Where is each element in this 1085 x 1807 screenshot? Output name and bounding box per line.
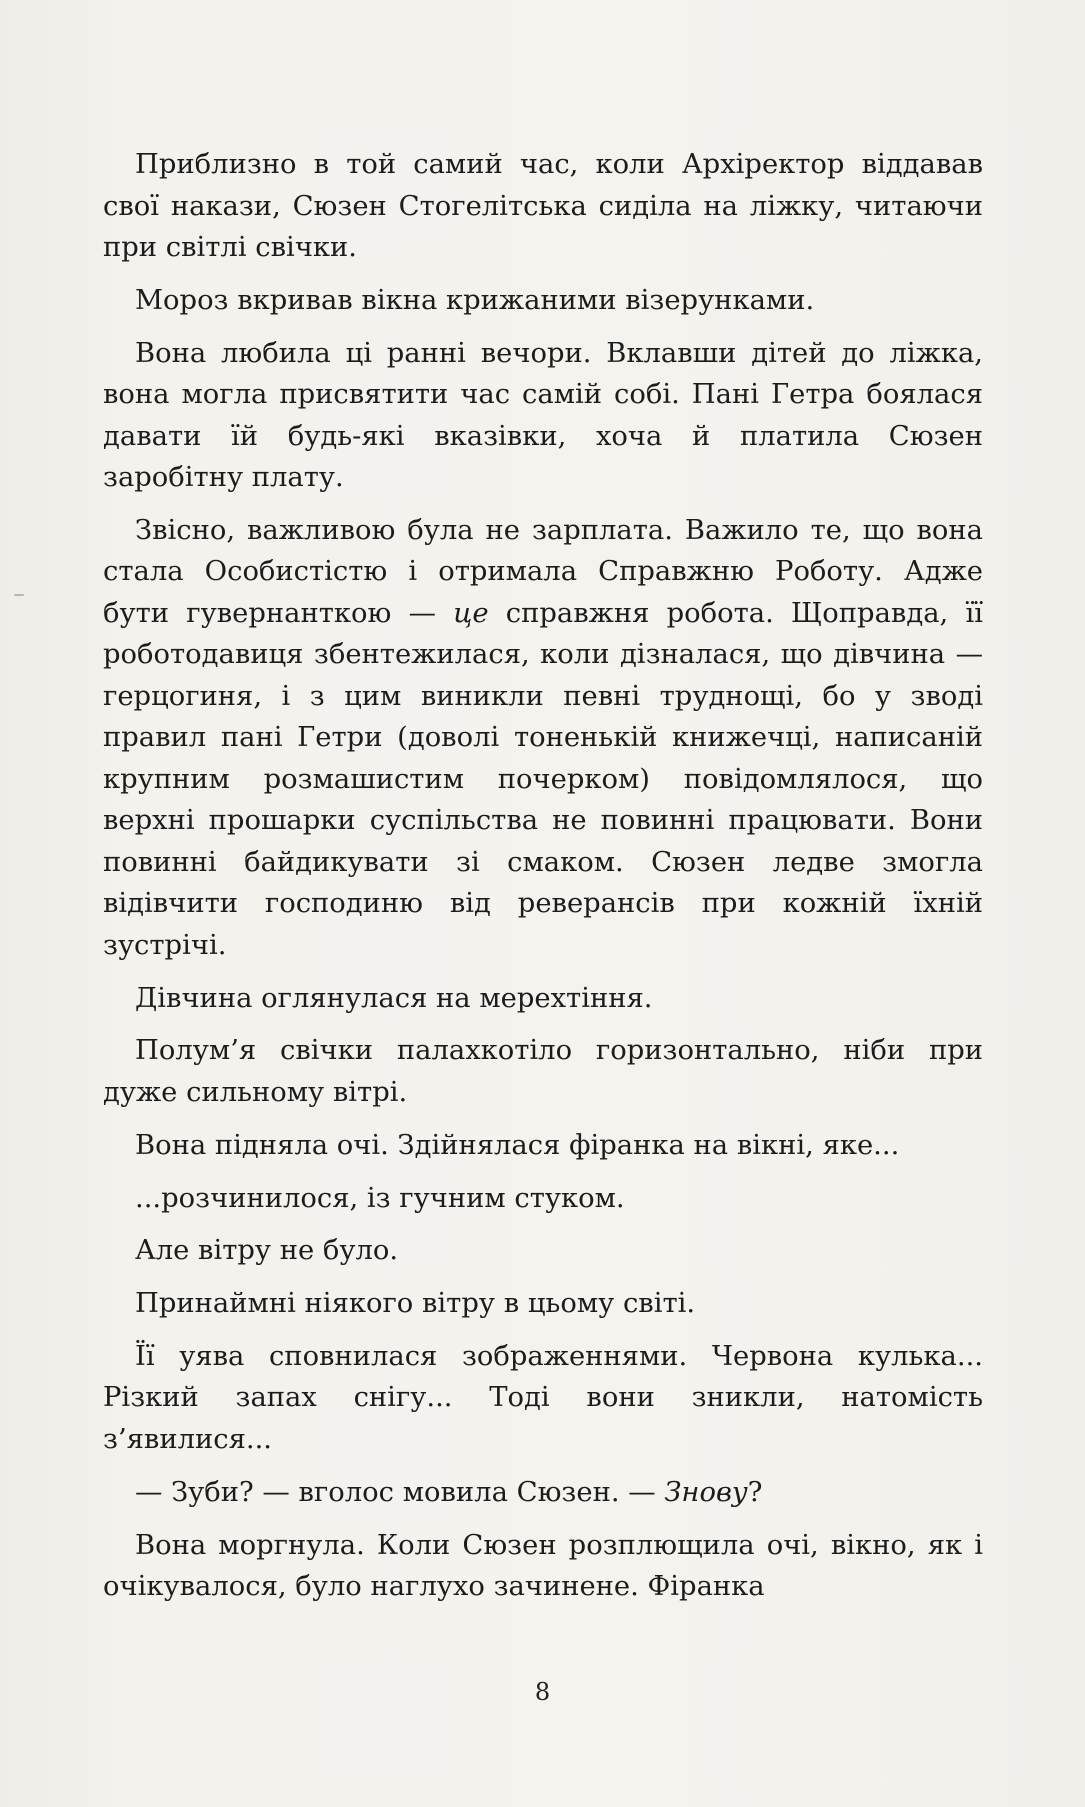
paragraph-12 bbox=[103, 1472, 983, 1514]
paragraph-2: Мороз вкривав вікна крижаними візерунками. bbox=[135, 284, 815, 316]
paragraph-12-emphasis: Знову bbox=[664, 1476, 748, 1508]
paragraph-9: Але вітру не було. bbox=[135, 1235, 399, 1267]
paragraph-4 bbox=[103, 510, 983, 967]
paragraph-4-before: Звісно, важливою була не зарплата. Важило те, що вона стала Особистістю і отримала Справжню Роботу. Адже бути гувернанткою — bbox=[103, 514, 983, 629]
paragraph-13: Вона моргнула. Коли Сюзен розплющила очі, вікно, як і очікувалося, було наглухо зачинене. Фіранка bbox=[103, 1529, 983, 1603]
paragraph-8: ...розчинилося, із гучним стуком. bbox=[135, 1182, 625, 1214]
paragraph-7: Вона підняла очі. Здійнялася фіранка на вікні, яке... bbox=[135, 1129, 900, 1161]
paragraph-12-before: — Зуби? — вголос мовила Сюзен. — bbox=[135, 1476, 665, 1508]
paragraph-3: Вона любила ці ранні вечори. Вклавши дітей до ліжка, вона могла присвятити час самій собі. Пані Гетра боялася давати їй будь-які вказівки, хоча й платила Сюзен заробітну плату. bbox=[103, 337, 983, 494]
paragraph-10: Принаймні ніякого вітру в цьому світі. bbox=[135, 1288, 696, 1320]
paragraph-11: Її уява сповнилася зображеннями. Червона кулька... Різкий запах снігу... Тоді вони зникли, натомість з’явилися... bbox=[103, 1340, 983, 1455]
page-number: 8 bbox=[534, 1678, 551, 1706]
paragraph-4-after: справжня робота. Щоправда, її роботодавиця збентежилася, коли дізналася, що дівчина — герцогиня, і з цим виникли певні труднощі, бо у зводі правил пані Гетри (доволі тоненькій книжечці, написаній крупним розмашистим почерком) повідомлялося, що верхні прошарки суспільства не повинні працювати. Вони повинні байдикувати зі смаком. Сюзен ледве змогла відівчити господиню від реверансів при кожній їхній зустрічі. bbox=[103, 597, 983, 961]
paragraph-4-emphasis: це bbox=[453, 597, 489, 629]
margin-mark bbox=[14, 594, 24, 596]
body-text bbox=[103, 144, 983, 1619]
paragraph-1: Приблизно в той самий час, коли Архіректор віддавав свої накази, Сюзен Стогелітська сиділа на ліжку, читаючи при світлі свічки. bbox=[103, 149, 983, 263]
paragraph-6: Полум’я свічки палахкотіло горизонтально, ніби при дуже сильному вітрі. bbox=[103, 1035, 983, 1108]
paragraph-5: Дівчина оглянулася на мерехтіння. bbox=[135, 982, 653, 1014]
paragraph-12-after: ? bbox=[747, 1476, 763, 1508]
